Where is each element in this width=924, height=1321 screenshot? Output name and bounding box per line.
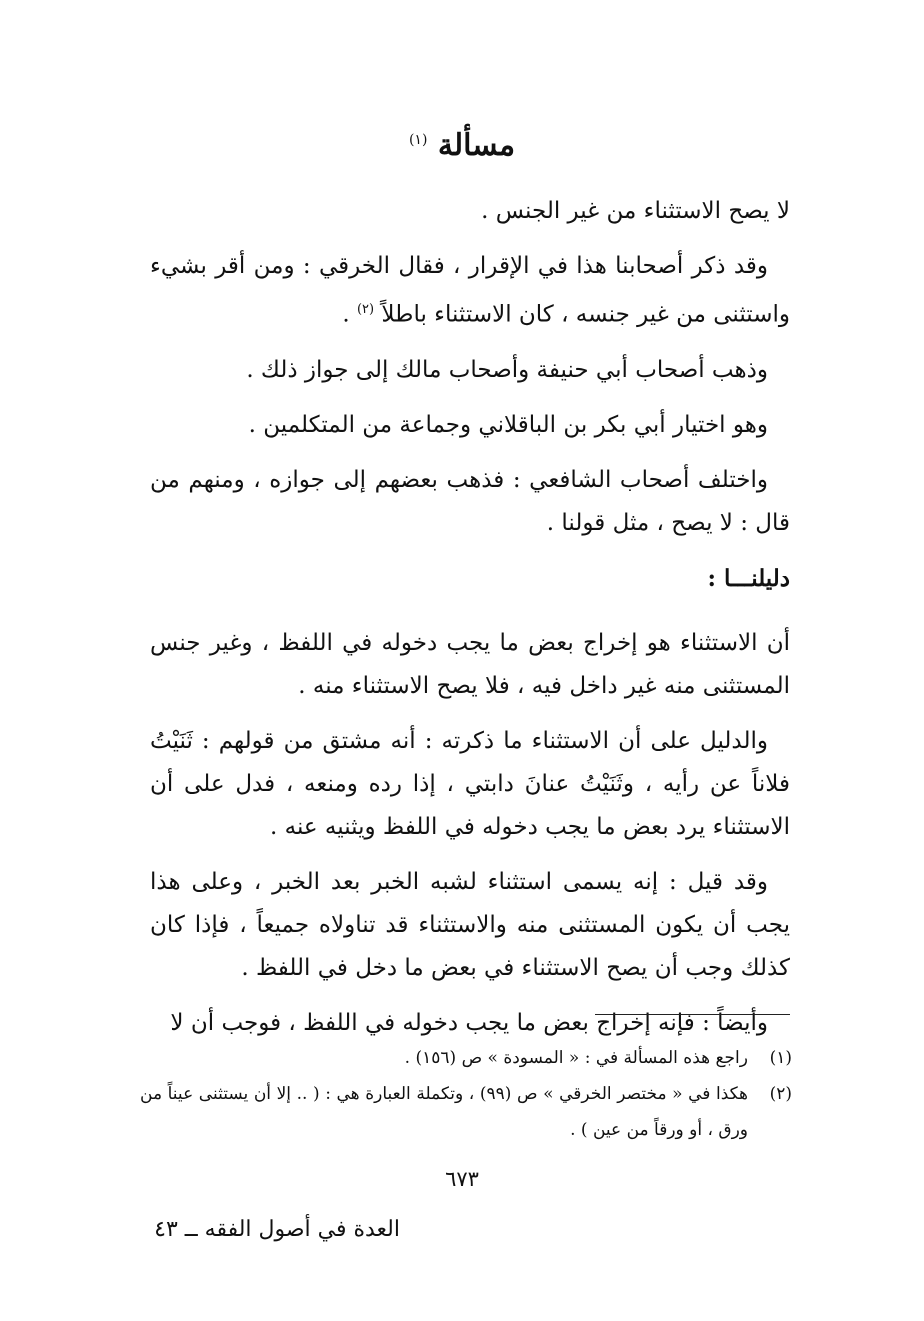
paragraph-kharqi: [150, 245, 790, 337]
paragraph: أن الاستثناء هو إخراج بعض ما يجب دخوله في اللفظ ، وغير جنس المستثنى منه غير داخل فيه ، فلا يصح الاستثناء منه .: [150, 629, 790, 699]
footnote-number: (١): [769, 1048, 792, 1068]
paragraph: لا يصح الاستثناء من غير الجنس .: [481, 198, 790, 224]
title-footnote-ref: (١): [408, 132, 428, 148]
footnote-text: هكذا في « مختصر الخرقي » ص (٩٩) ، وتكملة العبارة هي : ( .. إلا أن يستثنى عيناً من ورق ، أو ورقاً من عين ) .: [140, 1084, 748, 1140]
paragraph-end: .: [342, 301, 357, 328]
paragraph: وقد قيل : إنه يسمى استثناء لشبه الخبر بعد الخبر ، وعلى هذا يجب أن يكون المستثنى منه والاستثناء قد تناولاه جميعاً ، فإذا كان كذلك وجب أن يصح الاستثناء في بعض ما دخل في اللفظ .: [150, 868, 790, 981]
page-number: ٦٧٣: [445, 1167, 479, 1191]
footnote-divider: [595, 1014, 790, 1015]
footnotes: [140, 1040, 792, 1148]
section-heading: دليلنـــا :: [707, 564, 790, 592]
paragraph: واختلف أصحاب الشافعي : فذهب بعضهم إلى جوازه ، ومنهم من قال : لا يصح ، مثل قولنا .: [150, 466, 790, 536]
paragraph: وذهب أصحاب أبي حنيفة وأصحاب مالك إلى جواز ذلك .: [246, 356, 768, 383]
main-text: [150, 190, 790, 1057]
page-title: [0, 128, 924, 163]
footnote-text: راجع هذه المسألة في : « المسودة » ص (١٥٦) .: [404, 1048, 748, 1068]
paragraph: والدليل على أن الاستثناء ما ذكرته : أنه مشتق من قولهم : ثَنَيْتُ فلاناً عن رأيه ، وثَنَيْتُ عنانَ دابتي ، إذا رده ومنعه ، فدل على أن الاستثناء يرد بعض ما يجب دخوله في اللفظ ويثنيه عنه .: [150, 727, 790, 840]
footnote-number: (٢): [769, 1084, 792, 1104]
paragraph: وهو اختيار أبي بكر بن الباقلاني وجماعة من المتكلمين .: [248, 411, 768, 438]
footnote: [140, 1040, 792, 1076]
footnote: [140, 1076, 792, 1148]
footnote-ref: (٢): [356, 302, 375, 317]
title-text: مسألة: [437, 128, 516, 163]
running-footer: العدة في أصول الفقه ــ ٤٣: [154, 1217, 400, 1242]
paragraph: وأيضاً : فإنه إخراج بعض ما يجب دخوله في اللفظ ، فوجب أن لا: [170, 1009, 768, 1036]
paragraph-text: وقد ذكر أصحابنا هذا في الإقرار ، فقال الخرقي : ومن أقر بشيء واستثنى من غير جنسه ، كان الاستثناء باطلاً: [150, 253, 790, 328]
